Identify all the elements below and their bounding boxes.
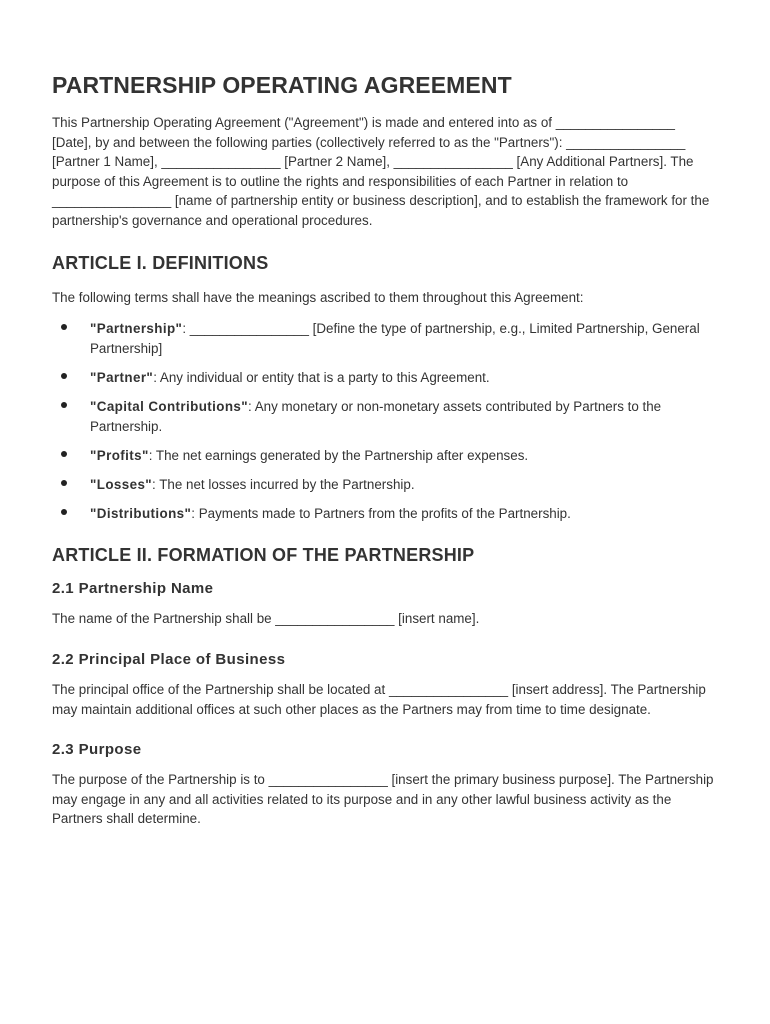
definition-text: : The net losses incurred by the Partnership. [152,476,415,492]
list-item [52,397,718,436]
bullet-icon [61,480,67,486]
definition-term: "Capital Contributions" [90,398,249,414]
definition-term: "Distributions" [90,505,192,521]
definition-text: : The net earnings generated by the Partnership after expenses. [148,447,529,463]
section-heading: 2.2 Principal Place of Business [52,651,286,668]
bullet-icon [61,373,67,379]
section-heading: 2.1 Partnership Name [52,580,214,598]
list-item [52,368,718,388]
bullet-icon [61,451,67,457]
definition-term: "Partnership" [90,321,183,337]
intro-paragraph: This Partnership Operating Agreement ("Agreement") is made and entered into as of ________________ [Date], by and between the following parties (collectively referred to as the "Partners"): ________________ [Partner 1 Name], ________________ [Partner 2 Name], ________________ [Any Additional Partners]. The purpose of this Agreement is to outline the rights and responsibilities of each Partner in relation to ________________ [name of partnership entity or business description], and to establish the framework for the partnership's governance and operational procedures. [52,115,710,228]
list-item [52,446,718,466]
list-item [52,319,718,358]
bullet-icon [61,324,67,330]
definitions-list [52,319,718,523]
definition-text: : Any individual or entity that is a party to this Agreement. [153,369,490,385]
section-body: The principal office of the Partnership shall be located at ________________ [insert address]. The Partnership may maintain additional offices at such other places as the Partners may from time to time designate. [52,682,706,717]
definition-term: "Losses" [90,476,153,492]
definition-text: : ________________ [Define the type of partnership, e.g., Limited Partnership, General Partnership] [90,321,700,356]
section-body: The purpose of the Partnership is to ________________ [insert the primary business purpose]. The Partnership may engage in any and all activities related to its purpose and in any other lawful business activity as the Partners shall determine. [52,772,714,827]
section-body: The name of the Partnership shall be ________________ [insert name]. [52,611,480,627]
section-2-3 [52,741,718,829]
list-item [52,504,718,524]
section-heading: 2.3 Purpose [52,741,142,759]
definition-text: : Payments made to Partners from the profits of the Partnership. [191,505,571,521]
document-title: PARTNERSHIP OPERATING AGREEMENT [52,72,512,98]
definitions-lead: The following terms shall have the meanings ascribed to them throughout this Agreement: [52,289,584,305]
definition-term: "Partner" [90,369,154,385]
article-1-heading: ARTICLE I. DEFINITIONS [52,252,269,273]
bullet-icon [61,509,67,515]
list-item [52,475,718,495]
section-2-1 [52,580,718,629]
article-2-heading: ARTICLE II. FORMATION OF THE PARTNERSHIP [52,545,475,566]
definition-term: "Profits" [90,447,149,463]
bullet-icon [61,402,67,408]
definition-text: : Any monetary or non-monetary assets contributed by Partners to the Partnership. [90,398,662,434]
section-2-2 [52,651,718,719]
